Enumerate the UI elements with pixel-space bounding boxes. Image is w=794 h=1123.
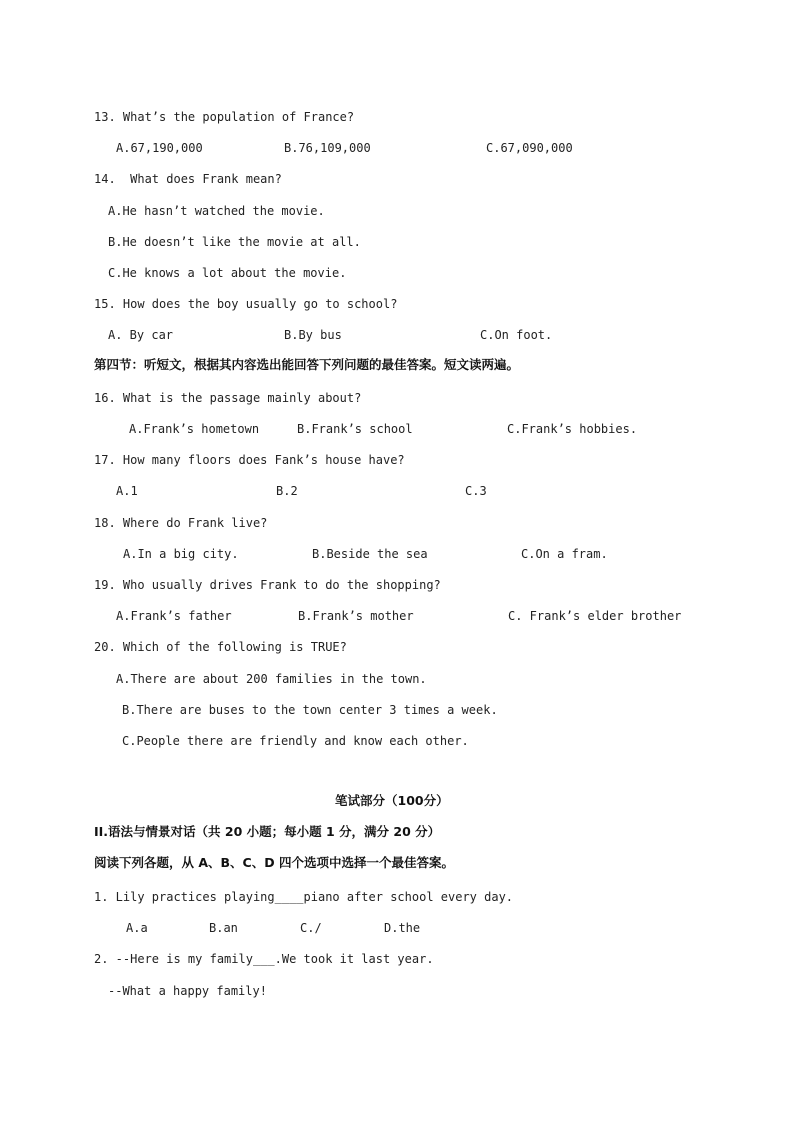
question-18-option-a[interactable]: A.In a big city.	[123, 547, 239, 561]
question-17-option-b[interactable]: B.2	[276, 484, 298, 498]
question-16-option-a[interactable]: A.Frank’s hometown	[129, 422, 260, 436]
written-question-1-option-c[interactable]: C./	[300, 921, 322, 935]
question-18-option-b[interactable]: B.Beside the sea	[312, 547, 428, 561]
question-19-option-a[interactable]: A.Frank’s father	[116, 609, 232, 623]
question-20-option-c[interactable]: C.People there are friendly and know each other.	[122, 734, 469, 748]
question-15-stem: 15. How does the boy usually go to school?	[94, 297, 398, 311]
question-13-option-c[interactable]: C.67,090,000	[486, 141, 573, 155]
part-2-heading: II.语法与情景对话（共 20 小题；每小题 1 分，满分 20 分）	[94, 824, 441, 839]
question-15-option-a[interactable]: A. By car	[108, 328, 174, 342]
question-14-option-c[interactable]: C.He knows a lot about the movie.	[108, 266, 347, 280]
question-17-option-a[interactable]: A.1	[116, 484, 138, 498]
question-20-option-a[interactable]: A.There are about 200 families in the town.	[116, 672, 427, 686]
question-16-option-b[interactable]: B.Frank’s school	[297, 422, 413, 436]
written-question-1-stem: 1. Lily practices playing____piano after school every day.	[94, 890, 514, 904]
question-16-stem: 16. What is the passage mainly about?	[94, 391, 362, 405]
part-2-instruction: 阅读下列各题，从 A、B、C、D 四个选项中选择一个最佳答案。	[94, 855, 454, 870]
question-16-option-c[interactable]: C.Frank’s hobbies.	[507, 422, 638, 436]
question-13-stem: 13. What’s the population of France?	[94, 110, 355, 124]
question-18-stem: 18. Where do Frank live?	[94, 516, 268, 530]
question-19-option-c[interactable]: C. Frank’s elder brother	[508, 609, 682, 623]
question-15-option-c[interactable]: C.On foot.	[480, 328, 553, 342]
question-20-option-b[interactable]: B.There are buses to the town center 3 times a week.	[122, 703, 498, 717]
written-question-2-stem: 2. --Here is my family___.We took it last year.	[94, 952, 434, 966]
question-13-option-a[interactable]: A.67,190,000	[116, 141, 203, 155]
written-question-1-option-b[interactable]: B.an	[209, 921, 238, 935]
written-question-1-option-a[interactable]: A.a	[126, 921, 148, 935]
section-4-heading: 第四节：听短文，根据其内容选出能回答下列问题的最佳答案。短文读两遍。	[94, 357, 520, 372]
question-19-stem: 19. Who usually drives Frank to do the shopping?	[94, 578, 441, 592]
question-17-option-c[interactable]: C.3	[465, 484, 487, 498]
question-14-option-a[interactable]: A.He hasn’t watched the movie.	[108, 204, 325, 218]
question-14-stem: 14. What does Frank mean?	[94, 172, 282, 186]
written-part-title: 笔试部分（100分）	[335, 793, 449, 808]
question-19-option-b[interactable]: B.Frank’s mother	[298, 609, 414, 623]
question-14-option-b[interactable]: B.He doesn’t like the movie at all.	[108, 235, 361, 249]
written-question-2-reply: --What a happy family!	[108, 984, 267, 998]
question-18-option-c[interactable]: C.On a fram.	[521, 547, 608, 561]
question-20-stem: 20. Which of the following is TRUE?	[94, 640, 347, 654]
question-13-option-b[interactable]: B.76,109,000	[284, 141, 371, 155]
question-17-stem: 17. How many floors does Fank’s house have?	[94, 453, 405, 467]
question-15-option-b[interactable]: B.By bus	[284, 328, 342, 342]
written-question-1-option-d[interactable]: D.the	[384, 921, 421, 935]
